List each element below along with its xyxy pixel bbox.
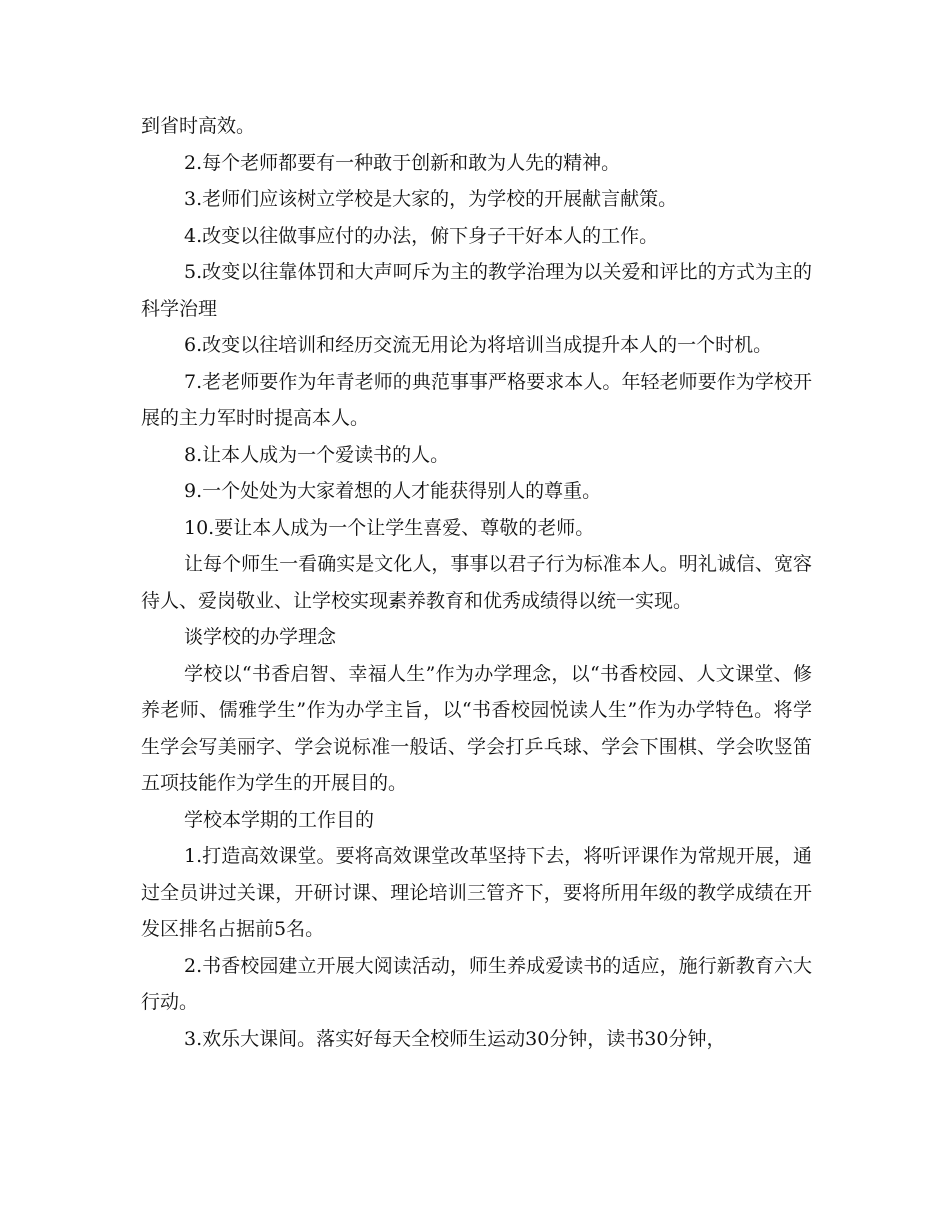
paragraph-item-3: 3.老师们应该树立学校是大家的，为学校的开展献言献策。 [184, 188, 678, 210]
section-heading-philosophy: 谈学校的办学理念 [184, 626, 337, 648]
paragraph-item-2: 2.每个老师都要有一种敢于创新和敢为人先的精神。 [184, 151, 621, 174]
document-body [141, 108, 812, 1057]
section-heading-goals: 学校本学期的工作目的 [184, 808, 375, 831]
paragraph-philosophy: 学校以“书香启智、幸福人生”作为办学理念，以“书香校园、人文课堂、修养老师、儒雅学生”作为办学主旨，以“书香校园悦读人生”作为办学特色。将学生学会写美丽字、学会说标准一般话、学会打乒乓球、学会下围棋、学会吹竖笛五项技能作为学生的开展目的。 [141, 662, 812, 794]
paragraph-goal-2: 2.书香校园建立开展大阅读活动，师生养成爱读书的适应，施行新教育六大行动。 [141, 954, 812, 1013]
paragraph-item-9: 9.一个处处为大家着想的人才能获得别人的尊重。 [184, 480, 602, 502]
paragraph-item-10: 10.要让本人成为一个让学生喜爱、尊敬的老师。 [184, 516, 595, 539]
paragraph-item-5: 5.改变以往靠体罚和大声呵斥为主的教学治理为以关爱和评比的方式为主的科学治理 [141, 261, 812, 320]
paragraph-goal-3: 3.欢乐大课间。落实好每天全校师生运动30分钟，读书30分钟， [184, 1027, 726, 1050]
paragraph-item-6: 6.改变以往培训和经历交流无用论为将培训当成提升本人的一个时机。 [184, 334, 773, 356]
paragraph-item-7: 7.老老师要作为年青老师的典范事事严格要求本人。年轻老师要作为学校开展的主力军时时提高本人。 [141, 370, 812, 429]
paragraph-summary: 让每个师生一看确实是文化人，事事以君子行为标准本人。明礼诚信、宽容待人、爱岗敬业、让学校实现素养教育和优秀成绩得以统一实现。 [141, 553, 812, 612]
paragraph-continuation: 到省时高效。 [141, 115, 256, 137]
paragraph-item-4: 4.改变以往做事应付的办法，俯下身子干好本人的工作。 [184, 224, 659, 247]
paragraph-item-8: 8.让本人成为一个爱读书的人。 [184, 443, 450, 466]
paragraph-goal-1: 1.打造高效课堂。要将高效课堂改革坚持下去，将听评课作为常规开展，通过全员讲过关课，开研讨课、理论培训三管齐下，要将所用年级的教学成绩在开发区排名占据前5名。 [141, 845, 812, 940]
